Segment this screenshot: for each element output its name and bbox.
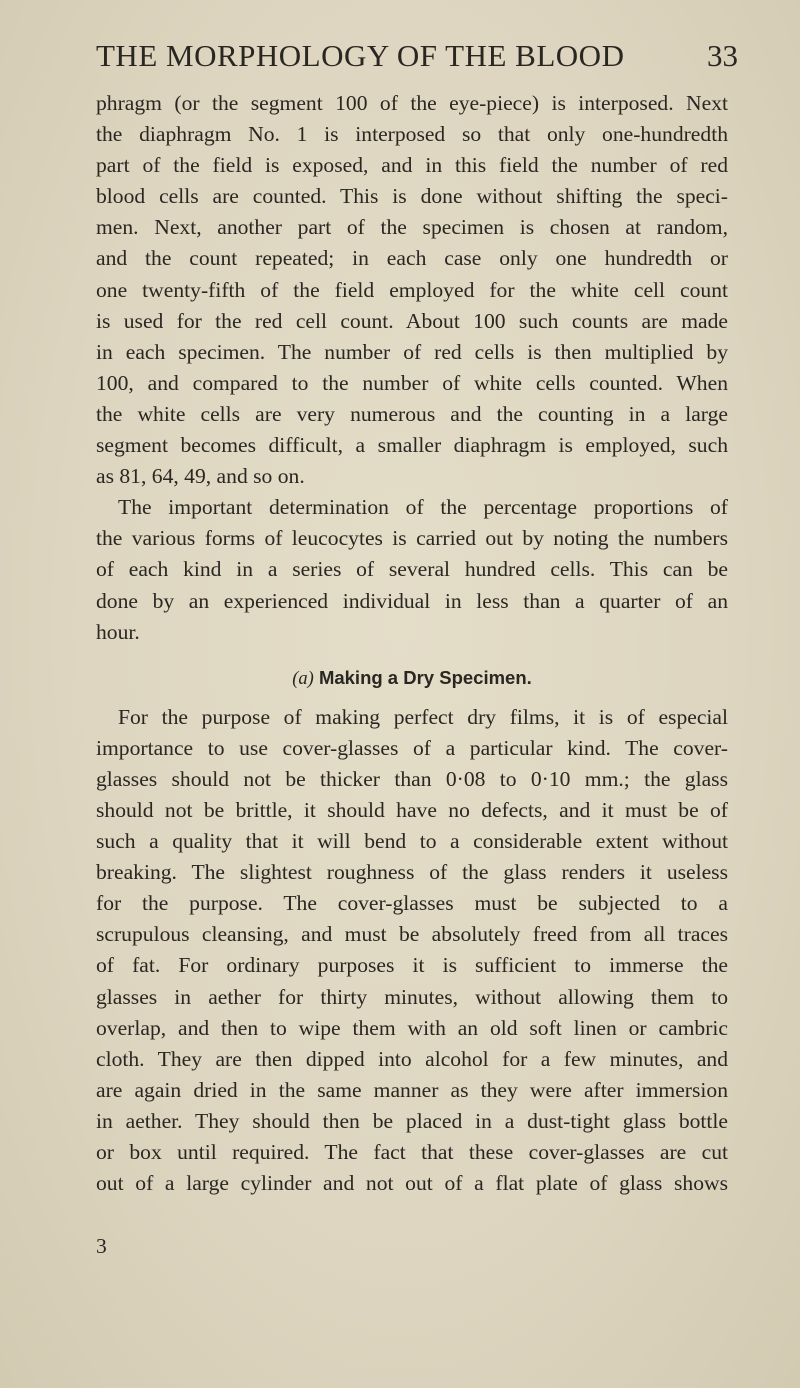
text-line: are again dried in the same manner as they were after immersion [96,1077,728,1102]
text-line: in aether. They should then be placed in a dust-tight glass bottle [96,1108,728,1133]
text-line: blood cells are counted. This is done without shifting the speci- [96,184,728,209]
text-line: out of a large cylinder and not out of a flat plate of glass shows [96,1171,728,1196]
text-line: phragm (or the segment 100 of the eye-piece) is interposed. Next [96,91,728,115]
text-line: cloth. They are then dipped into alcohol for a few minutes, and [96,1046,728,1071]
section-marker: (a) [292,668,314,689]
text-line: such a quality that it will bend to a considerable extent without [96,829,728,854]
text-line: hour. [96,619,140,644]
text-line: done by an experienced individual in less than a quarter of an [96,588,728,613]
text-line: glasses in aether for thirty minutes, without allowing them to [96,984,728,1009]
running-title: THE MORPHOLOGY OF THE BLOOD [96,38,625,73]
text-line: the white cells are very numerous and the counting in a large [96,401,728,426]
text-line: segment becomes difficult, a smaller diaphragm is employed, such [96,433,728,458]
text-line: as 81, 64, 49, and so on. [96,464,305,489]
text-line: of each kind in a series of several hundred cells. This can be [96,557,728,582]
text-line: in each specimen. The number of red cells is then multiplied by [96,339,728,364]
text-line: should not be brittle, it should have no defects, and it must be of [96,797,728,822]
paragraph [96,702,728,1200]
paragraph [96,492,728,647]
text-line: is used for the red cell count. About 100 such counts are made [96,308,728,333]
text-line: part of the field is exposed, and in this field the number of red [96,153,728,178]
paragraph [96,88,728,492]
section-heading [96,654,728,702]
text-line: The important determination of the percentage proportions of [118,495,728,520]
text-line: glasses should not be thicker than 0·08 to 0·10 mm.; the glass [96,766,728,791]
text-line: scrupulous cleansing, and must be absolutely freed from all traces [96,922,728,947]
text-line: 100, and compared to the number of white cells counted. When [96,370,728,395]
text-line: the diaphragm No. 1 is interposed so that only one-hundredth [96,122,728,147]
page-number: 33 [707,38,738,73]
text-line: for the purpose. The cover-glasses must be subjected to a [96,891,728,916]
text-line: men. Next, another part of the specimen is chosen at random, [96,215,728,240]
text-line: of fat. For ordinary purposes it is sufficient to immerse the [96,953,728,978]
text-line: one twenty-fifth of the field employed for the white cell count [96,277,728,302]
section-title: Making a Dry Specimen. [318,666,532,688]
text-line: breaking. The slightest roughness of the glass renders it useless [96,860,728,885]
text-line: For the purpose of making perfect dry films, it is of especial [118,704,728,729]
text-line: and the count repeated; in each case only one hundredth or [96,246,728,271]
text-line: overlap, and then to wipe them with an old soft linen or cambric [96,1015,728,1040]
running-head [96,38,736,82]
text-line: or box until required. The fact that these cover-glasses are cut [96,1140,728,1164]
text-line: importance to use cover-glasses of a particular kind. The cover- [96,735,728,760]
signature-mark: 3 [96,1234,107,1258]
text-line: the various forms of leucocytes is carried out by noting the numbers [96,526,728,551]
body-text [96,88,728,1199]
